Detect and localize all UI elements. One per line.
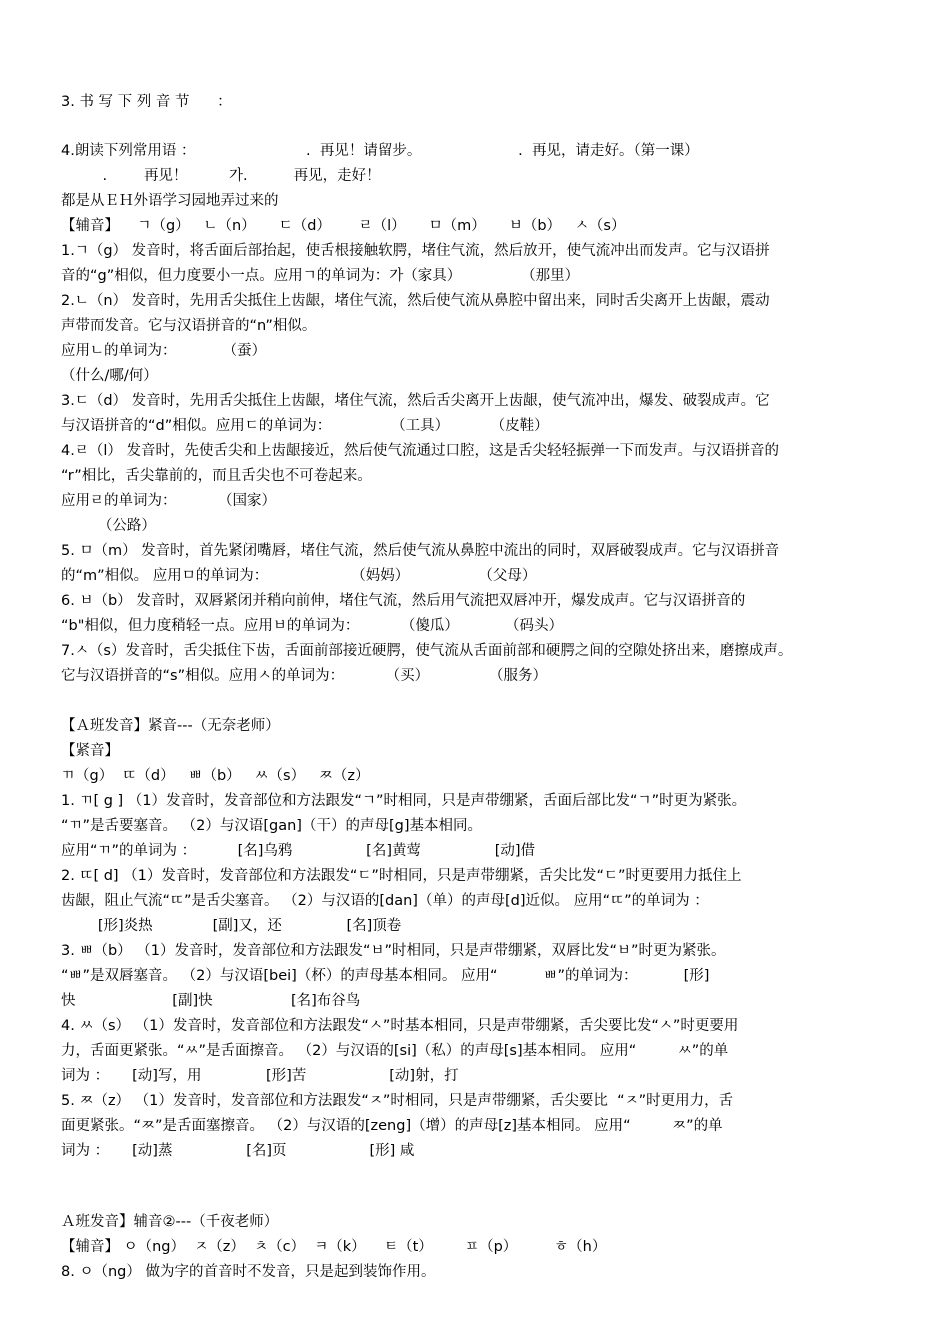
paragraph-line: “ㅃ”是双唇塞音。 （2）与汉语[bei]（杯）的声母基本相同。 应用“ ㅃ”的单词为： [形] bbox=[61, 968, 710, 984]
paragraph-line: 词为 ： [动]蒸 [名]页 [形] 咸 bbox=[61, 1143, 415, 1159]
section-heading-tense: 【Ａ班发音】紧音---（无奈老师） bbox=[61, 718, 280, 734]
paragraph-line: 的“m”相似。 应用ㅁ的单词为： （妈妈） （父母） bbox=[61, 568, 537, 584]
heading-write-syllables: 3. 书 写 下 列 音 节 ： bbox=[61, 94, 232, 110]
paragraph-line: 词为 ： [动]写，用 [形]苦 [动]射，打 bbox=[61, 1068, 459, 1084]
paragraph-line: 它与汉语拼音的“s”相似。应用ㅅ的单词为： （买） （服务） bbox=[61, 668, 547, 684]
text-source-note: 都是从ＥＨ外语学习园地弄过来的 bbox=[61, 193, 279, 209]
paragraph-line: 应用“ㄲ”的单词为 ： [名]乌鸦 [名]黄莺 [动]借 bbox=[61, 843, 536, 859]
paragraph-line: （公路） bbox=[61, 518, 156, 534]
paragraph-line: 6. ㅂ（b） 发音时，双唇紧闭并稍向前伸，堵住气流，然后用气流把双唇冲开，爆发成声。它与汉语拼音的 bbox=[61, 593, 746, 609]
paragraph-line: 4.ㄹ（l） 发音时，先使舌尖和上齿龈接近，然后使气流通过口腔，这是舌尖轻轻振弹一下而发声。与汉语拼音的 bbox=[61, 443, 779, 459]
paragraph-line: [形]炎热 [副]又，还 [名]顶卷 bbox=[61, 918, 402, 934]
paragraph-line: 应用ㄹ的单词为： （国家） bbox=[61, 493, 276, 509]
paragraph-line: 应用ㄴ的单词为： （蚕） bbox=[61, 343, 267, 359]
paragraph-line: 1. ㄲ[ g ] （1）发音时，发音部位和方法跟发“ㄱ”时相同，只是声带绷紧，舌面后部比发“ㄱ”时更为紧张。 bbox=[61, 793, 747, 809]
paragraph-line: 2.ㄴ（n） 发音时，先用舌尖抵住上齿龈，堵住气流，然后使气流从鼻腔中留出来，同时舌尖离开上齿龈，震动 bbox=[61, 293, 770, 309]
consonant-list-heading: 【辅音】 ㄱ（g） ㄴ（n） ㄷ（d） ㄹ（l） ㅁ（m） ㅂ（b） ㅅ（s） bbox=[61, 218, 626, 234]
paragraph-line: 3. ㅃ（b） （1）发音时，发音部位和方法跟发“ㅂ”时相同，只是声带绷紧，双唇比发“ㅂ”时更为紧张。 bbox=[61, 943, 726, 959]
paragraph-line: 7.ㅅ（s）发音时，舌尖抵住下齿，舌面前部接近硬腭，使气流从舌面前部和硬腭之间的空隙处挤出来，磨擦成声。 bbox=[61, 643, 793, 659]
paragraph-line: “r”相比，舌尖靠前的，而且舌尖也不可卷起来。 bbox=[61, 468, 372, 484]
paragraph-line: 快 [副]快 [名]布谷鸟 bbox=[61, 993, 361, 1009]
paragraph-line: 力，舌面更紧张。“ㅆ”是舌面擦音。 （2）与汉语的[si]（私）的声母[s]基本相同。 应用“ ㅆ”的单 bbox=[61, 1043, 729, 1059]
paragraph-line: 音的“g”相似，但力度要小一点。应用ㄱ的单词为：가（家具） （那里） bbox=[61, 268, 580, 284]
paragraph-line: 4. ㅆ（s） （1）发音时，发音部位和方法跟发“ㅅ”时基本相同，只是声带绷紧，舌尖要比发“ㅅ”时更要用 bbox=[61, 1018, 739, 1034]
paragraph-line: 2. ㄸ[ d] （1）发音时，发音部位和方法跟发“ㄷ”时相同，只是声带绷紧，舌尖比发“ㄷ”时更要用力抵住上 bbox=[61, 868, 742, 884]
consonant-list-2: 【辅音】 ㅇ（ng） ㅈ（z） ㅊ（c） ㅋ（k） ㅌ（t） ㅍ（p） ㅎ（h） bbox=[61, 1239, 607, 1255]
text-line: . 再见！ 가. 再见，走好！ bbox=[61, 168, 381, 184]
paragraph-line: 面更紧张。“ㅉ”是舌面塞擦音。 （2）与汉语的[zeng]（增）的声母[z]基本相同。 应用“ ㅉ”的单 bbox=[61, 1118, 723, 1134]
subheading-tense: 【紧音】 bbox=[61, 743, 119, 759]
paragraph-line: 声带而发音。它与汉语拼音的“n”相似。 bbox=[61, 318, 317, 334]
paragraph-line: 8. ㅇ（ng） 做为字的首音时不发音，只是起到装饰作用。 bbox=[61, 1264, 436, 1280]
paragraph-line: “ㄲ”是舌要塞音。 （2）与汉语[gan]（干）的声母[g]基本相同。 bbox=[61, 818, 482, 834]
tense-consonant-list: ㄲ（g） ㄸ（d） ㅃ（b） ㅆ（s） ㅉ（z） bbox=[61, 768, 370, 784]
paragraph-line: 与汉语拼音的“d”相似。应用ㄷ的单词为： （工具） （皮鞋） bbox=[61, 418, 549, 434]
paragraph-line: （什么/哪/何） bbox=[61, 368, 158, 384]
text-read-phrases: 4.朗读下列常用语 ： . 再见！请留步。 . 再见，请走好。（第一课） bbox=[61, 143, 699, 159]
paragraph-line: 5. ㅉ（z） （1）发音时，发音部位和方法跟发“ㅈ”时相同，只是声带绷紧，舌尖要比 “ㅈ”时更用力，舌 bbox=[61, 1093, 734, 1109]
paragraph-line: 齿龈，阻止气流“ㄸ”是舌尖塞音。 （2）与汉语的[dan]（单）的声母[d]近似。 应用“ㄸ”的单词为 ： bbox=[61, 893, 709, 909]
section-heading-consonants-2: Ａ班发音】辅音②---（千夜老师） bbox=[61, 1214, 279, 1230]
paragraph-line: 3.ㄷ（d） 发音时，先用舌尖抵住上齿龈，堵住气流，然后舌尖离开上齿龈，使气流冲出，爆发、破裂成声。它 bbox=[61, 393, 770, 409]
paragraph-line: 1.ㄱ（g） 发音时，将舌面后部抬起，使舌根接触软腭，堵住气流，然后放开，使气流冲出而发声。它与汉语拼 bbox=[61, 243, 770, 259]
paragraph-line: “b"相似，但力度稍轻一点。应用ㅂ的单词为： （傻瓜） （码头） bbox=[61, 618, 563, 634]
paragraph-line: 5. ㅁ（m） 发音时，首先紧闭嘴唇，堵住气流，然后使气流从鼻腔中流出的同时，双唇破裂成声。它与汉语拼音 bbox=[61, 543, 780, 559]
